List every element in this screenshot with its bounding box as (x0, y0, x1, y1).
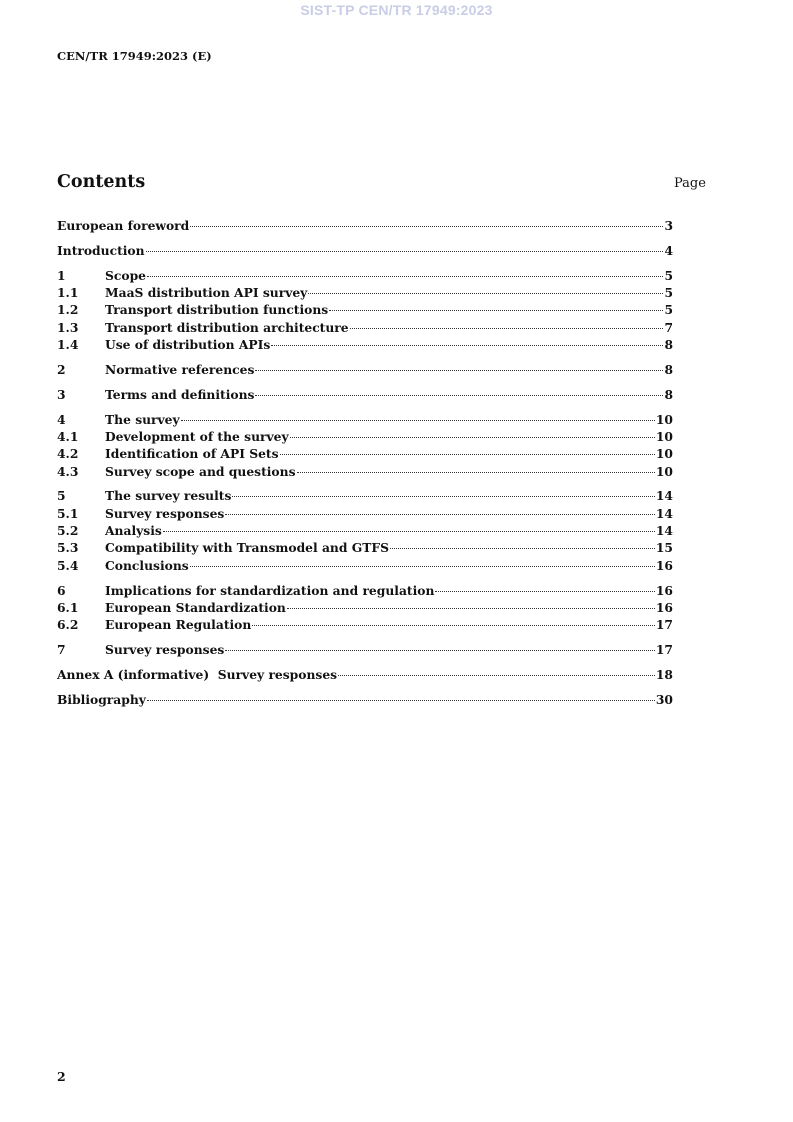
dot-leader (287, 608, 655, 609)
toc-entry-page: 5 (664, 302, 673, 318)
toc-entry-number: 5.3 (57, 540, 79, 556)
toc-entry[interactable] (57, 691, 673, 708)
toc-entry-number: 5.2 (57, 523, 79, 539)
toc-entry-number: 1 (57, 267, 66, 283)
toc-entry-page: 10 (655, 428, 673, 444)
toc-entry-page: 14 (655, 523, 673, 539)
toc-entry-page: 10 (655, 463, 673, 479)
dot-leader (225, 514, 655, 515)
dot-leader (252, 625, 655, 626)
toc-entry[interactable] (57, 301, 673, 318)
toc-entry-page: 18 (655, 666, 673, 682)
dot-leader (308, 293, 663, 294)
toc-entry-number: 1.3 (57, 319, 79, 335)
toc-entry-page: 14 (655, 505, 673, 521)
toc-entry-page: 8 (664, 386, 673, 402)
toc-entry-page: 8 (664, 361, 673, 377)
toc-entry[interactable] (57, 411, 673, 428)
toc-entry-title: Annex A (informative) Survey responses (57, 666, 338, 682)
toc-entry-title: The survey results (105, 488, 232, 504)
toc-entry-title: Scope (105, 267, 146, 283)
dot-leader (232, 496, 655, 497)
dot-leader (190, 566, 655, 567)
toc-entry-title: Survey scope and questions (105, 463, 296, 479)
toc-entry-title: Use of distribution APIs (105, 336, 271, 352)
toc-entry[interactable] (57, 267, 673, 284)
toc-entry-number: 1.1 (57, 285, 79, 301)
toc-entry-number: 6 (57, 582, 66, 598)
toc-entry-page: 30 (655, 691, 673, 707)
toc-entry[interactable] (57, 557, 673, 574)
toc-entry-title: Normative references (105, 361, 255, 377)
table-of-contents (57, 217, 673, 708)
toc-entry-title: Introduction (57, 242, 145, 258)
dot-leader (147, 700, 655, 701)
toc-entry-number: 7 (57, 641, 66, 657)
toc-entry[interactable] (57, 539, 673, 556)
dot-leader (163, 531, 655, 532)
toc-entry-title: Implications for standardization and regulation (105, 582, 435, 598)
toc-entry-title: Transport distribution functions (105, 302, 329, 318)
toc-entry-title: Terms and definitions (105, 386, 255, 402)
toc-entry-number: 6.1 (57, 599, 79, 615)
toc-entry-title: Survey responses (105, 505, 225, 521)
toc-entry-title: Identification of API Sets (105, 446, 279, 462)
toc-entry-page: 10 (655, 411, 673, 427)
page-column-label: Page (674, 176, 706, 191)
toc-entry-title: European Standardization (105, 599, 286, 615)
toc-entry-page: 4 (664, 242, 673, 258)
contents-title: Contents (57, 172, 146, 192)
watermark: SIST-TP CEN/TR 17949:2023 (300, 2, 493, 18)
toc-entry[interactable] (57, 284, 673, 301)
dot-leader (350, 328, 664, 329)
dot-leader (338, 675, 655, 676)
dot-leader (190, 226, 663, 227)
toc-entry[interactable] (57, 487, 673, 504)
toc-entry[interactable] (57, 319, 673, 336)
dot-leader (271, 345, 663, 346)
dot-leader (225, 650, 655, 651)
dot-leader (435, 591, 654, 592)
toc-entry-number: 4.1 (57, 428, 79, 444)
toc-entry[interactable] (57, 599, 673, 616)
toc-entry[interactable] (57, 242, 673, 259)
toc-entry-number: 4.2 (57, 446, 79, 462)
dot-leader (297, 472, 655, 473)
toc-entry[interactable] (57, 445, 673, 462)
dot-leader (146, 251, 664, 252)
toc-entry-number: 5.4 (57, 557, 79, 573)
toc-entry-page: 16 (655, 582, 673, 598)
dot-leader (280, 454, 655, 455)
dot-leader (255, 395, 663, 396)
dot-leader (329, 310, 663, 311)
toc-entry-title: MaaS distribution API survey (105, 285, 308, 301)
toc-entry-title: Compatibility with Transmodel and GTFS (105, 540, 389, 556)
toc-entry[interactable] (57, 428, 673, 445)
toc-entry-number: 4 (57, 411, 66, 427)
toc-entry[interactable] (57, 361, 673, 378)
toc-entry-title: European Regulation (105, 617, 252, 633)
toc-entry-number: 5 (57, 488, 66, 504)
toc-entry-number: 3 (57, 386, 66, 402)
toc-entry-page: 17 (655, 641, 673, 657)
toc-entry-number: 2 (57, 361, 66, 377)
toc-entry-page: 16 (655, 557, 673, 573)
toc-entry[interactable] (57, 386, 673, 403)
toc-entry-title: Survey responses (105, 641, 225, 657)
toc-entry-page: 5 (664, 285, 673, 301)
toc-entry-page: 8 (664, 336, 673, 352)
toc-entry[interactable] (57, 666, 673, 683)
toc-entry-page: 7 (664, 319, 673, 335)
toc-entry-title: Development of the survey (105, 428, 289, 444)
dot-leader (290, 437, 655, 438)
toc-entry[interactable] (57, 582, 673, 599)
dot-leader (255, 370, 663, 371)
toc-entry[interactable] (57, 217, 673, 234)
toc-entry-number: 6.2 (57, 617, 79, 633)
toc-entry-page: 16 (655, 599, 673, 615)
toc-entry-number: 1.2 (57, 302, 79, 318)
toc-entry-title: European foreword (57, 218, 190, 233)
toc-entry-number: 4.3 (57, 463, 79, 479)
toc-entry-title: The survey (105, 411, 180, 427)
toc-entry[interactable] (57, 616, 673, 633)
toc-entry-page: 5 (664, 267, 673, 283)
toc-entry[interactable] (57, 505, 673, 522)
toc-entry-number: 5.1 (57, 505, 79, 521)
toc-entry[interactable] (57, 336, 673, 353)
toc-entry-page: 17 (655, 617, 673, 633)
toc-entry-number: 1.4 (57, 336, 79, 352)
toc-entry-page: 10 (655, 446, 673, 462)
page-number: 2 (57, 1069, 66, 1084)
dot-leader (181, 420, 655, 421)
toc-entry-title: Bibliography (57, 691, 146, 707)
toc-entry[interactable] (57, 522, 673, 539)
toc-entry-page: 15 (655, 540, 673, 556)
toc-entry[interactable] (57, 641, 673, 658)
toc-entry-page: 3 (664, 218, 673, 233)
toc-entry-title: Conclusions (105, 557, 189, 573)
dot-leader (390, 548, 655, 549)
toc-entry-page: 14 (655, 488, 673, 504)
toc-entry[interactable] (57, 463, 673, 480)
toc-entry-title: Analysis (105, 523, 162, 539)
document-id: CEN/TR 17949:2023 (E) (57, 49, 212, 63)
dot-leader (147, 276, 663, 277)
toc-entry-title: Transport distribution architecture (105, 319, 349, 335)
